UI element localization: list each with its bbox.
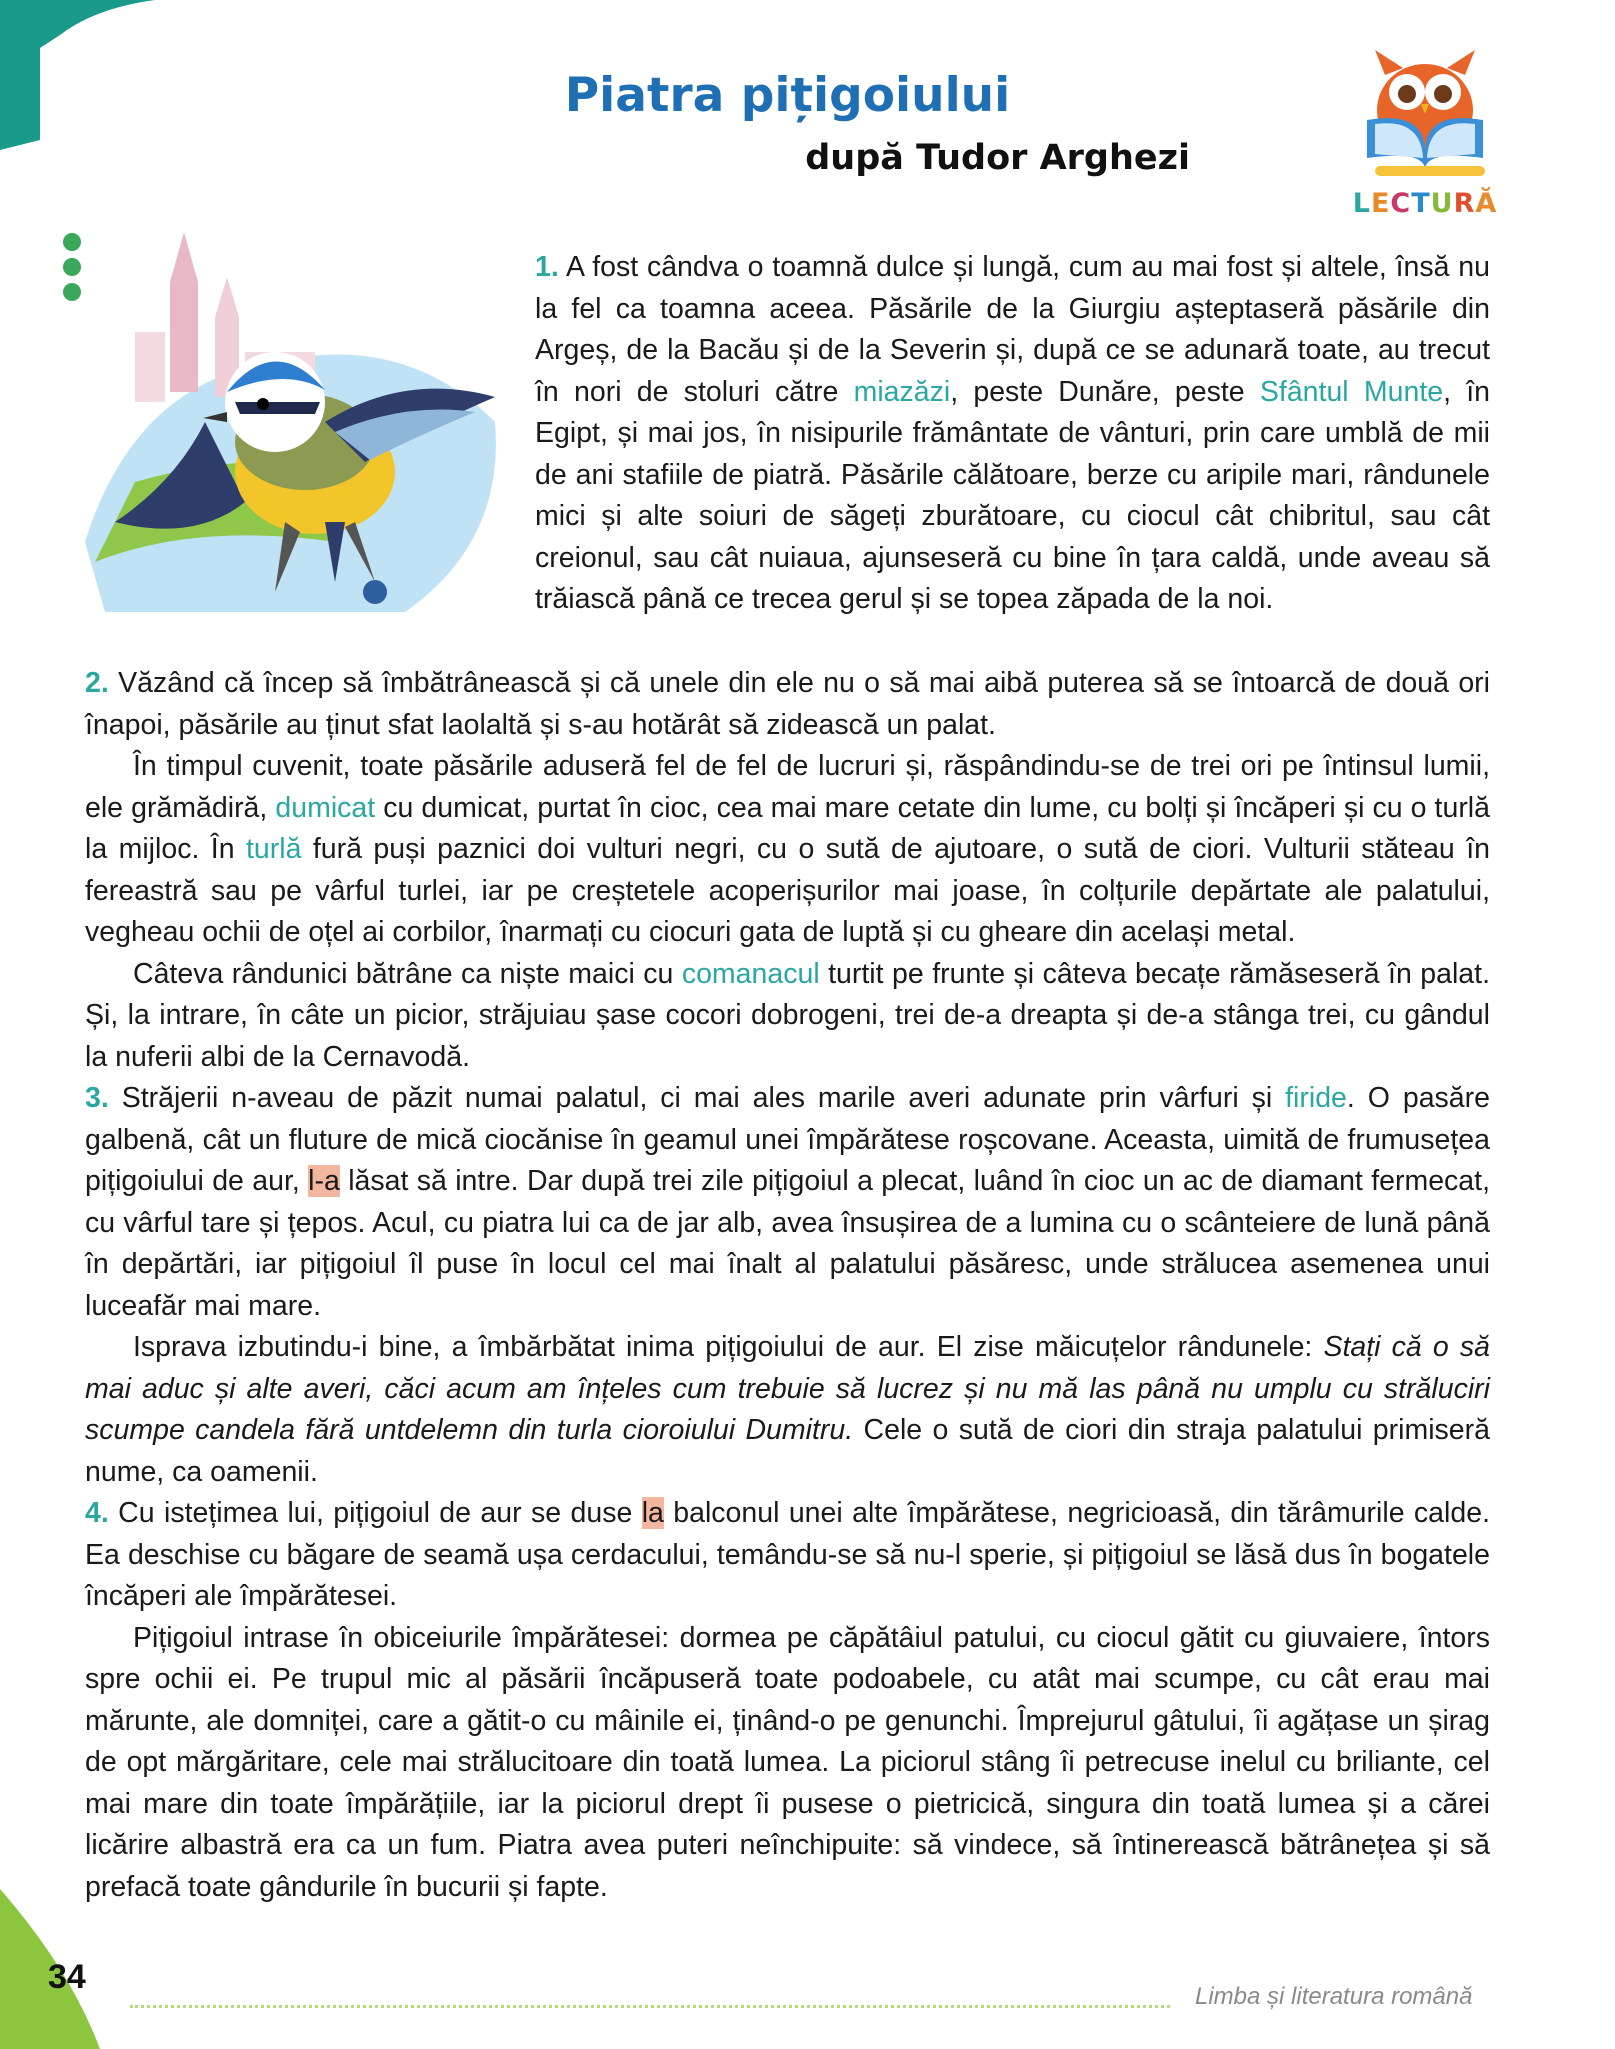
- paragraph-number: 3.: [85, 1082, 109, 1114]
- glossary-term[interactable]: comanacul: [681, 957, 820, 990]
- highlighted-word: la: [641, 1497, 664, 1529]
- owl-reading-book-icon: [1345, 40, 1505, 190]
- paragraph-3: În timpul cuvenit, toate păsările aduseră fel de fel de lucruri și, răspândindu-se de trei ori pe întinsul lumii, ele grămădiră, dumicat cu dumicat, purtat în cioc, cea mai mare cetate din lume, cu bolți și încăperi și cu o turlă la mijloc. În turlă fură puși paznici doi vulturi negri, cu o sută de ajutoare, o sută de ciori. Vulturii stăteau în fereastră sau pe vârful turlei, iar pe creștetele acoperișurilor mai joase, în colțurile depărtate ale palatului, vegheau ochii de oțel ai corbilor, înarmați cu ciocuri gata de luptă și cu gheare din același metal.: [85, 750, 1490, 948]
- paragraph-1: 1. A fost cândva o toamnă dulce și lungă, cum au mai fost și altele, însă nu la fel ca toamna aceea. Păsările de la Giurgiu așteptaseră păsările din Argeș, de la Bacău și de la Severin și, după ce se adunară toate, au trecut în nori de stoluri către miazăzi, peste Dunăre, peste Sfântul Munte, în Egipt, și mai jos, în nisipurile frământate de vânturi, prin care umblă de mii de ani stafiile de piatră. Păsările călătoare, berze cu aripile mari, rândunele mici și alte soiuri de săgeți zburătoare, cu ciocul cât chibritul, sau cât creionul, sau cât nuiaua, ajunseseră cu bine în țara caldă, unde aveau să trăiască până ce trecea gerul și se topea zăpada de la noi.: [535, 251, 1491, 615]
- paragraph-7: 4. Cu istețimea lui, pițigoiul de aur se duse la balconul unei alte împărătese, negricioasă, din tărâmurile calde. Ea deschise cu băgare de seamă ușa cerdacului, temându-se să nu-l sperie, și pițigoiul se lăsă dus în bogatele încăperi ale împărătesei.: [85, 1497, 1490, 1612]
- section-label-lectura: LECTURĂ: [1352, 188, 1498, 219]
- glossary-term[interactable]: Sfântul Munte: [1259, 375, 1444, 408]
- footer-book-title: Limba și literatura română: [1195, 1983, 1473, 2010]
- paragraph-6: Isprava izbutindu-i bine, a îmbărbătat inima pițigoiului de aur. El zise măicuțelor rândunele: Stați că o să mai aduc și alte averi, căci acum am înțeles cum trebuie să lucrez și nu mă las până nu umplu cu străluciri scumpe candela fără untdelemn din turla cioroiului Dumitru. Cele o sută de ciori din straja palatului primiseră nume, ca oamenii.: [85, 1331, 1490, 1488]
- page-subtitle-author: după Tudor Arghezi: [805, 138, 1190, 178]
- glossary-term[interactable]: turlă: [246, 833, 302, 865]
- paragraph-8: Pițigoiul intrase în obiceiurile împărătesei: dormea pe căpătâiul patului, cu ciocul gătit cu giuvaiere, întors spre ochii ei. Pe trupul mic al păsării încăpuseră toate podoabele, cu atât mai scumpe, cu cât erau mai mărunte, ale domniței, care a gătit-o cu mâinile ei, ținând-o pe genunchi. Împrejurul gâtului, îi agățase un șirag de opt mărgăritare, cele mai strălucitoare din toată lumea. La piciorul stâng îi petrecuse inelul cu briliante, cel mai mare din toate împărățiile, iar la piciorul drept îi pusese o pietricică, singura din toată lumea și a cărei licărire albastră era ca un fum. Piatra avea puteri neînchipuite: să vindece, să întinerească bătrânețea și să prefacă toate gândurile în bucurii și fapte.: [85, 1621, 1490, 1903]
- italic-quote: Stați că o să mai aduc și alte averi, căci acum am înțeles cum trebuie să lucrez și nu mă las până nu umplu cu străluciri scumpe candela fără untdelemn din turla cioroiului Dumitru.: [85, 1331, 1490, 1446]
- paragraph-number: 1.: [535, 251, 559, 283]
- page-number: 34: [48, 1958, 86, 1996]
- paragraph-4: Câteva rândunici bătrâne ca niște maici cu comanacul turtit pe frunte și câteva becațe rămăseseră în palat. Și, la intrare, în câte un picior, străjuiau șase cocori dobrogeni, trei de-a dreapta și de-a stânga trei, cu gândul la nuferii albi de la Cernavodă.: [85, 957, 1490, 1073]
- paragraph-number: 2.: [85, 667, 109, 699]
- glossary-term[interactable]: firide: [1285, 1082, 1347, 1114]
- paragraph-2: 2. Văzând că încep să îmbătrânească și că unele din ele nu o să mai aibă puterea să se întoarcă de două ori înapoi, păsările au ținut sfat laolaltă și s-au hotărât să zidească un palat.: [85, 667, 1490, 741]
- glossary-term[interactable]: miazăzi: [853, 375, 951, 408]
- paragraph-5: 3. Străjerii n-aveau de păzit numai palatul, ci mai ales marile averi adunate prin vârfuri și firide. O pasăre galbenă, cât un fluture de mică ciocănise în geamul unei împărătese roșcovane. Aceasta, uimită de frumusețea pițigoiului de aur, l-a lăsat să intre. Dar după trei zile pițigoiul a plecat, luând în cioc un ac de diamant fermecat, cu vârful tare și țepos. Acul, cu piatra lui ca de jar alb, avea însușirea de a lumina cu o scânteiere de lună până în depărtări, iar pițigoiul îl puse în locul cel mai înalt al palatului păsăresc, unde strălucea asemenea unui luceafăr mai mare.: [85, 1082, 1490, 1322]
- main-text: [85, 663, 1490, 1908]
- highlighted-word: l-a: [308, 1165, 340, 1197]
- footer-divider: [130, 2005, 1170, 2008]
- page-title: Piatra pițigoiului: [564, 68, 1011, 123]
- glossary-term[interactable]: dumicat: [275, 791, 376, 824]
- tit-bird-illustration: [75, 222, 510, 624]
- paragraph-number: 4.: [85, 1497, 109, 1529]
